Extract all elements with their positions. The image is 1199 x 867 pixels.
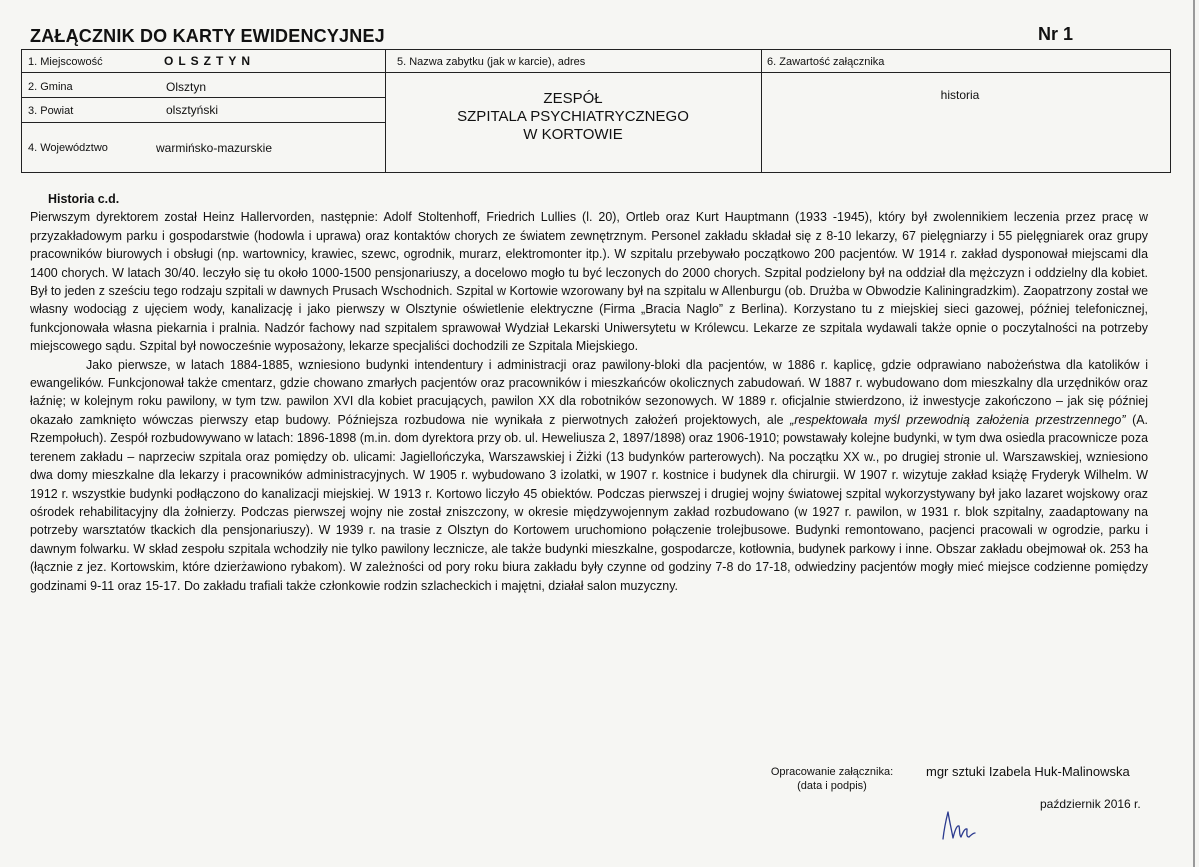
document-number: Nr 1: [1038, 24, 1074, 44]
header-table: [21, 49, 1171, 173]
document-title: ZAŁĄCZNIK DO KARTY EWIDENCYJNEJ: [30, 26, 385, 46]
row-divider: [21, 122, 385, 123]
row-divider: [385, 72, 1171, 73]
gmina-value: Olsztyn: [166, 80, 207, 94]
author-name: mgr sztuki Izabela Huk-Malinowska: [926, 764, 1130, 779]
nazwa-line: SZPITALA PSYCHIATRYCZNEGO: [457, 108, 689, 125]
prepared-by-label: [762, 765, 902, 793]
miejscowosc-label: 1. Miejscowość: [28, 56, 103, 68]
paragraph: Pierwszym dyrektorem został Heinz Hallervorden, następnie: Adolf Stoltenhoff, Friedrich Lullies (l. 20), Ortleb oraz Kurt Hauptmann (1933 -1945), który był zwolennikiem leczenia przez pracę w przyzakładowym parku i gospodarstwie (hodowla i uprawa) oraz kontaktów chorych ze światem zewnętrznym. Personel zakładu składał się z 8-10 lekarzy, 67 pielęgniarzy i 55 pielęgniarek oraz grupy pracowników biurowych i obsługi (np. wartownicy, krawiec, szewc, ogrodnik, murarz, elektromonter itp.). W szpitalu przebywało początkowo 200 pacjentów. W 1914 r. zakład dysponował miejscami dla 1400 chorych. W latach 30/40. leczyło się tu około 1000-1500 pensjonariuszy, a docelowo mogło tu być leczonych do 2000 chorych. Szpital podzielony był na oddział dla mężczyzn i oddzielny dla kobiet. Był to jeden z sześciu tego rodzaju szpitali w dawnych Prusach Wschodnich. Szpital w Kortowie wzorowany był na szpitalu w Allenburgu (ob. Drużba w Obwodzie Kaliningradzkim). Zaopatrzony został we własny wodociąg z ujęciem wody, kanalizację i jako pierwszy w Olsztynie oświetlenie elektryczne (Firma „Bracia Naglo” z Berlina). Korzystano tu z miejskiej sieci gazowej, później telefonicznej, funkcjonowała własna piekarnia i pralnia. Nadzór fachowy nad szpitalem sprawował Wydział Lekarski Uniwersytetu w Królewcu. Lekarze ze szpitala wydawali także opnie o poczytalności na potrzeby miejscowego sądu. Szpital był nowocześnie wyposażony, lekarze specjaliści dochodzili ze Szpitala Miejskiego.: [30, 210, 1148, 354]
gmina-label: 2. Gmina: [28, 81, 73, 93]
nazwa-zabytku-label: 5. Nazwa zabytku (jak w karcie), adres: [397, 56, 586, 68]
powiat-value: olsztyński: [166, 103, 219, 117]
section-title: Historia c.d.: [48, 192, 120, 206]
prepared-label-line: Opracowanie załącznika:: [770, 766, 894, 778]
wojewodztwo-label: 4. Województwo: [28, 142, 108, 154]
prepared-date: październik 2016 r.: [1040, 797, 1141, 811]
nazwa-zabytku-value: [386, 90, 760, 144]
table-border-right: [1170, 50, 1171, 172]
powiat-label: 3. Powiat: [28, 105, 74, 117]
table-border-left: [21, 50, 22, 172]
handwritten-signature: [940, 806, 990, 842]
quotation: „respektowała myśl przewodnią założenia przestrzennego”: [790, 412, 1126, 427]
page-edge: [1193, 0, 1195, 867]
nazwa-line: W KORTOWIE: [523, 126, 623, 143]
row-divider: [21, 72, 385, 73]
paragraph-text: (A. Rzempołuch). Zespół rozbudowywano w latach: 1896-1898 (m.in. dom dyrektora przy ob. ul. Heweliusza 2, 1897/1898) oraz 1906-1910; powstawały kolejne budynki, w tym dwa osiedla pracownicze poza terenem zakładu – naprzeciw szpitala oraz pomiędzy ob. ulicami: Jagiellończyka, Warszawskiej i Żiżki (13 budynków parterowych). Na początku XX w., po drugiej stronie ul. Warszawskiej, wzniesiono dwa domy mieszkalne dla lekarzy i pracowników administracyjnych. W 1905 r. wybudowano 3 izolatki, w 1907 r. kostnice i budynek dla chirurgii. W 1907 r. wizytuje zakład książę Fryderyk Wilhelm. W 1912 r. wszystkie budynki podłączono do kanalizacji miejskiej. W 1913 r. Kortowo liczyło 45 obiektów. Podczas pierwszej i drugiej wojny światowej szpital wykorzystywany był jako lazaret wojskowy oraz ośrodek rehabilitacyjny dla żołnierzy. Podczas pierwszej wojny nie został zniszczony, w okresie międzywojennym zakład rozbudowano (w 1927 r. pawilon, w 1931 r. blok szpitalny, zaadaptowany na potrzeby warsztatów tkackich dla pensjonariuszy). W 1939 r. na trasie z Olsztyn do Kortowem uruchomiono połączenie trolejbusowe. Budynki remontowano, pacjenci pracowali w ogrodzie, parku i dawnym folwarku. W skład zespołu szpitala wchodziły nie tylko pawilony lecznicze, ale także budynki mieszkalne, gospodarcze, kotłownia, budynek parkowy i inne. Obszar zakładu obejmował ok. 253 ha (łącznie z jez. Kortowskim, które dzierżawiono rybakom). W zależności od pory roku biura zakładu były czynne od godziny 7-8 do 17-18, odwiedziny pacjentów mogły mieć miejsce codzienne pomiędzy godzinami 9-11 oraz 15-17. Do zakładu trafiali także członkowie rodzin szlacheckich i majętni, działał salon muzyczny.: [30, 412, 1148, 593]
wojewodztwo-value: warmińsko-mazurskie: [156, 141, 273, 155]
history-text: [30, 190, 1148, 595]
zawartosc-value: historia: [940, 88, 980, 102]
nazwa-line: ZESPÓŁ: [543, 90, 603, 107]
zawartosc-label: 6. Zawartość załącznika: [767, 56, 885, 68]
prepared-label-line: (data i podpis): [797, 780, 867, 792]
row-divider: [21, 97, 385, 98]
miejscowosc-value: OLSZTYN: [164, 54, 255, 68]
paragraph: [30, 356, 1148, 595]
paragraph-text: Jako pierwsze, w latach 1884-1885, wzniesiono budynki intendentury i administracji oraz pawilony-bloki dla pacjentów, w 1886 r. kaplicę, gdzie odprawiano nabożeństwa dla katolików i ewangelików. Funkcjonował także cmentarz, gdzie chowano zmarłych pacjentów oraz pracowników i mieszkańców okolicznych zabudowań. W 1887 r. wybudowano dom mieszkalny dla urzędników oraz łaźnię; w kolejnym roku pawilony, w tym tzw. pawilon XVI dla kobiet pracujących, pawilon XX dla robotników sezonowych. W 1889 r. oficjalnie stwierdzono, iż inwestycje zakończono – jak się później okazało zamknięto wówczas pierwszy etap budowy. Późniejsza rozbudowa nie wynikała z pierwotnych założeń projektowych, ale: [30, 357, 1148, 427]
table-divider: [761, 50, 762, 172]
